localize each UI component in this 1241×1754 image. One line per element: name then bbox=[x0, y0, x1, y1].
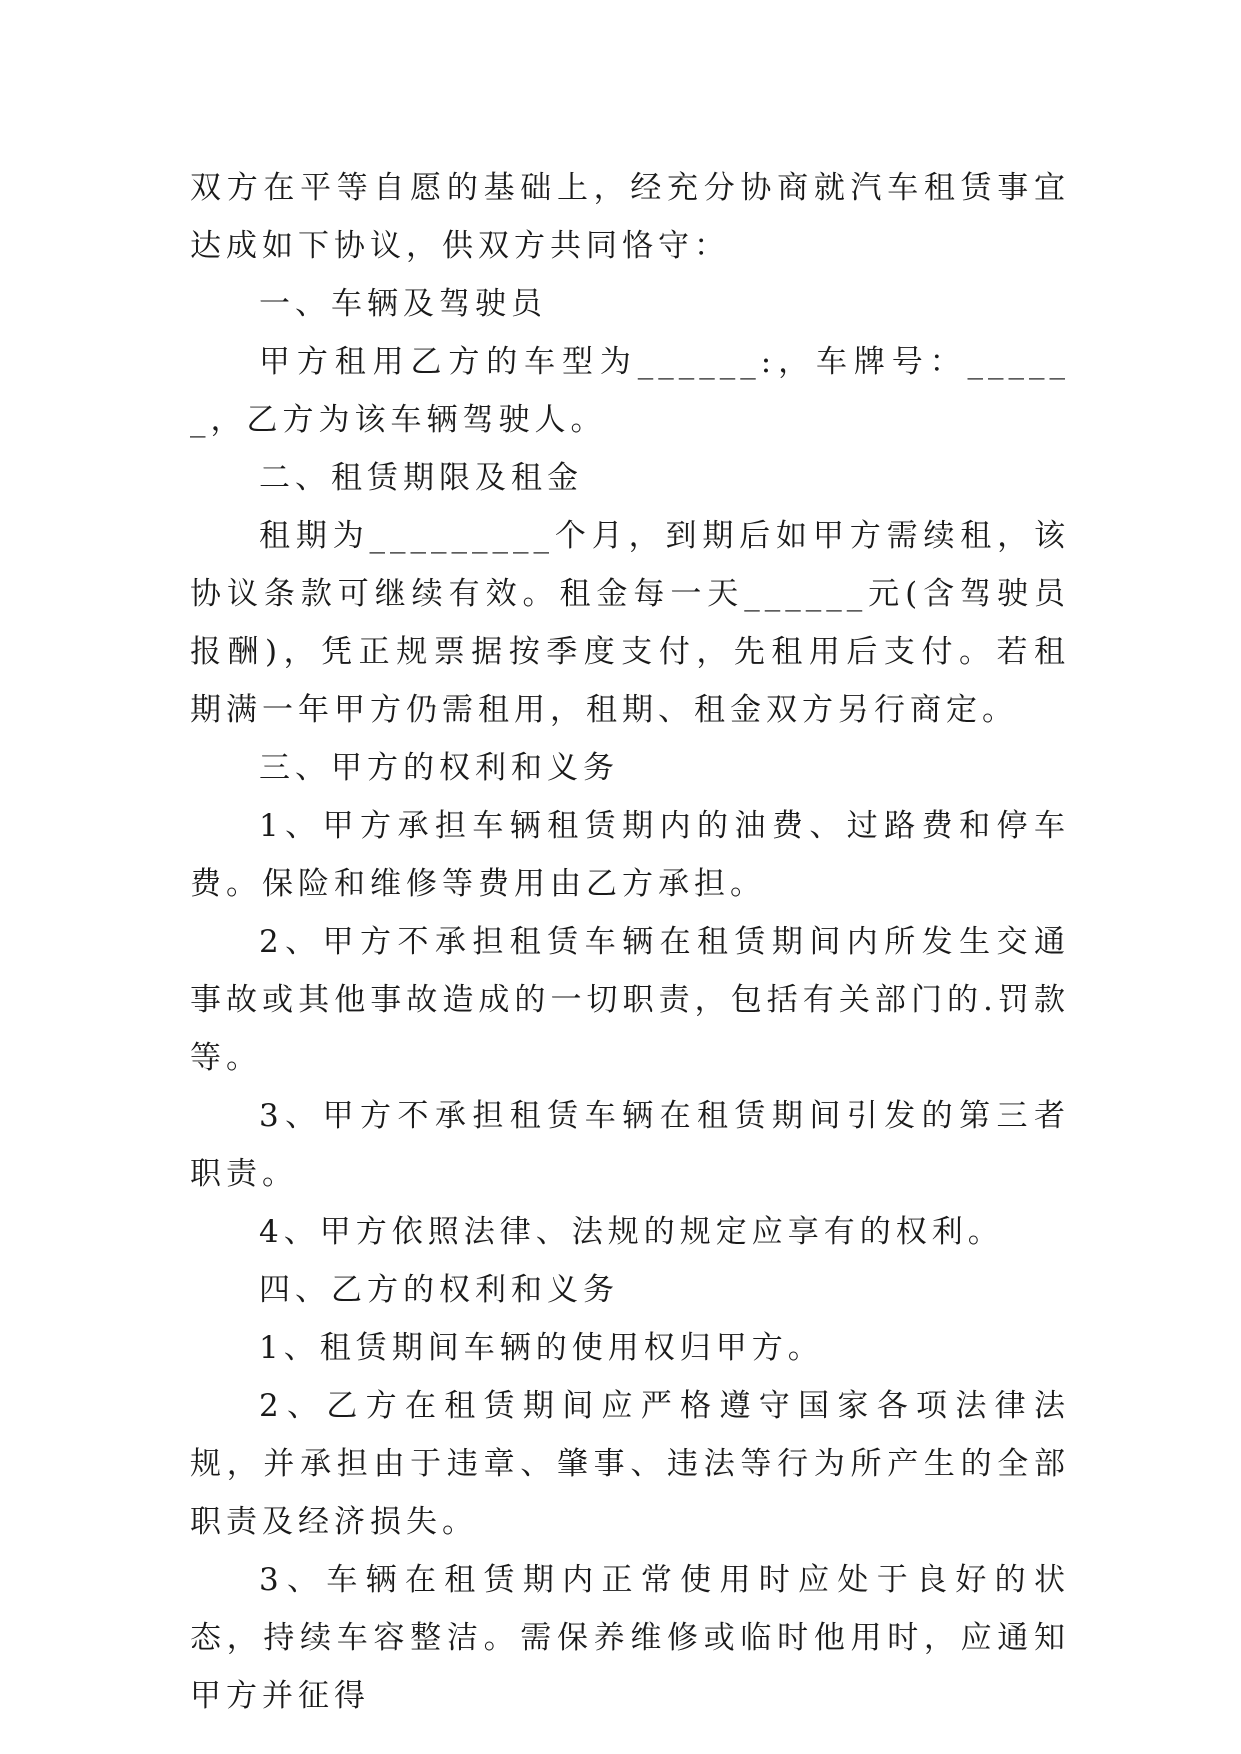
clause-party-b-3: 3、车辆在租赁期内正常使用时应处于良好的状态，持续车容整洁。需保养维修或临时他用时，应通知甲方并征得 bbox=[190, 1562, 1070, 1714]
clause-party-a-2: 2、甲方不承担租赁车辆在租赁期间内所发生交通事故或其他事故造成的一切职责，包括有关部门的.罚款等。 bbox=[190, 924, 1070, 1076]
paragraph-term-rent: 租期为_________个月，到期后如甲方需续租，该协议条款可继续有效。租金每一天______元(含驾驶员报酬)，凭正规票据按季度支付，先租用后支付。若租期满一年甲方仍需租用，租期、租金双方另行商定。 bbox=[190, 518, 1070, 728]
paragraph-intro: 双方在平等自愿的基础上，经充分协商就汽车租赁事宜达成如下协议，供双方共同恪守： bbox=[190, 170, 1070, 264]
heading-section-4: 四、乙方的权利和义务 bbox=[259, 1272, 619, 1308]
clause-party-b-1: 1、租赁期间车辆的使用权归甲方。 bbox=[259, 1330, 824, 1366]
clause-party-b-2: 2、乙方在租赁期间应严格遵守国家各项法律法规，并承担由于违章、肇事、违法等行为所产生的全部职责及经济损失。 bbox=[190, 1388, 1070, 1540]
document-body bbox=[190, 159, 1070, 1725]
clause-party-a-1: 1、甲方承担车辆租赁期内的油费、过路费和停车费。保险和维修等费用由乙方承担。 bbox=[190, 808, 1070, 902]
heading-section-3: 三、甲方的权利和义务 bbox=[259, 750, 619, 786]
clause-party-a-3: 3、甲方不承担租赁车辆在租赁期间引发的第三者职责。 bbox=[190, 1098, 1070, 1192]
clause-party-a-4: 4、甲方依照法律、法规的规定应享有的权利。 bbox=[259, 1214, 1004, 1250]
heading-section-1: 一、车辆及驾驶员 bbox=[259, 286, 547, 322]
paragraph-vehicle-info: 甲方租用乙方的车型为______:，车牌号：______，乙方为该车辆驾驶人。 bbox=[190, 344, 1070, 438]
heading-section-2: 二、租赁期限及租金 bbox=[259, 460, 583, 496]
